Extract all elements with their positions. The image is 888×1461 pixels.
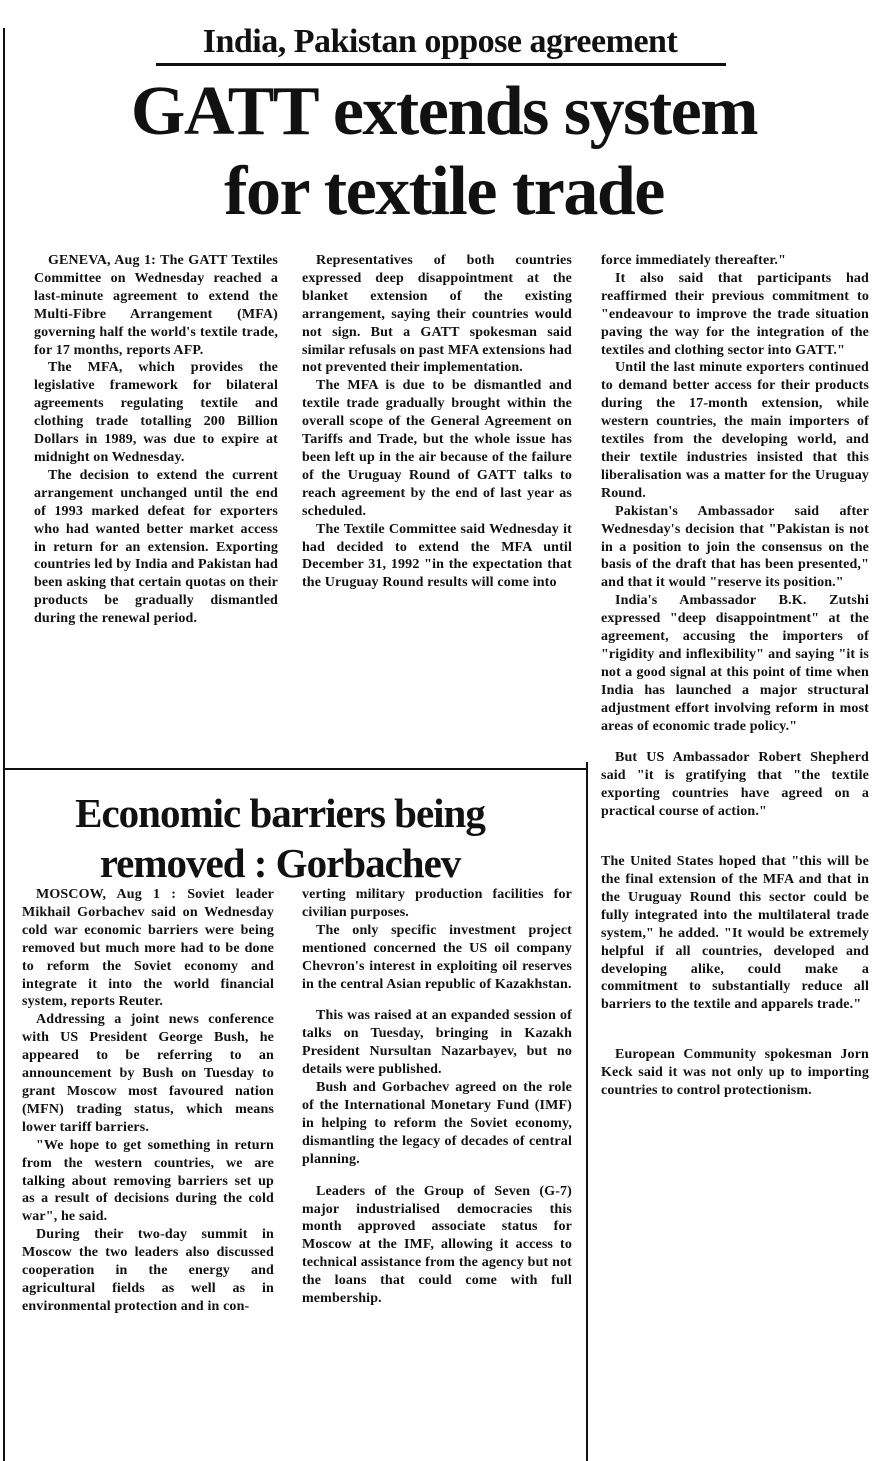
article1-column-2 bbox=[302, 252, 572, 592]
article2-paragraph: Bush and Gorbachev agreed on the role of the International Monetary Fund (IMF) in helping to reform the Soviet economy, dismantling the legacy of decades of central planning. bbox=[302, 1080, 572, 1167]
article1-paragraph: It also said that participants had reaffirmed their previous commitment to "endeavour to improve the trade situation paving the way for the integration of the textiles and clothing sector into GATT." bbox=[601, 270, 869, 358]
article2-paragraph: The only specific investment project mentioned concerned the US oil company Chevron's interest in exploiting oil reserves in the central Asian republic of Kazakhstan. bbox=[302, 922, 572, 992]
article2-paragraph: verting military production facilities for civilian purposes. bbox=[302, 887, 572, 920]
article1-paragraph: Until the last minute exporters continued to demand better access for their products during the 17-month extension, while western countries, the main importers of textiles from the developing world, and their textile industries insisted that this liberalisation was a matter for the Uruguay Round. bbox=[601, 360, 869, 501]
article2-column-1 bbox=[22, 886, 274, 1316]
left-border-rule bbox=[3, 28, 5, 1461]
article2-paragraph: "We hope to get something in return from the western countries, we are talking about removing barriers set up as a result of decisions during the cold war", he said. bbox=[22, 1137, 274, 1225]
article1-headline-line1: GATT extends system bbox=[130, 73, 758, 150]
article2-paragraph: Leaders of the Group of Seven (G-7) major industrialised democracies this month approved associate status for Moscow at the IMF, allowing it access to technical assistance from the agency but not the loans that could come with full membership. bbox=[302, 1183, 572, 1307]
article2-headline-line1: Economic barriers being bbox=[75, 790, 485, 836]
column-separator-rule bbox=[586, 762, 588, 1461]
article2-paragraph: Addressing a joint news conference with US President George Bush, he appeared to be referring to an announcement by Bush on Tuesday to grant Moscow most favoured nation (MFN) trading status, which means lower tariff barriers. bbox=[22, 1012, 274, 1135]
article2-paragraph: MOSCOW, Aug 1 : Soviet leader Mikhail Gorbachev said on Wednesday cold war economic barriers were being removed but much more had to be done to reform the Soviet economy and integrate it into the world financial system, reports Reuter. bbox=[22, 887, 274, 1010]
kicker-underline bbox=[156, 63, 726, 66]
article1-paragraph: Pakistan's Ambassador said after Wednesday's decision that "Pakistan is not in a position to join the consensus on the basis of the draft that has been presented," and that it would "reserve its position." bbox=[601, 503, 869, 591]
article1-paragraph: The MFA, which provides the legislative framework for bilateral agreements regulating textile and clothing trade totalling 200 Billion Dollars in 1989, was due to expire at midnight on Wednesday. bbox=[34, 360, 278, 465]
article1-paragraph: European Community spokesman Jorn Keck said it was not only up to importing countries to control protectionism. bbox=[601, 1047, 869, 1099]
article1-column-3 bbox=[601, 252, 869, 1100]
article1-paragraph: India's Ambassador B.K. Zutshi expressed "deep disappointment" at the agreement, accusing the importers of "rigidity and inflexibility" and saying "it is not a good signal at this point of time when India has launched a major structural adjustment effort involving reform in most areas of economic trade policy." bbox=[601, 593, 869, 734]
article1-paragraph: The Textile Committee said Wednesday it had decided to extend the MFA until December 31, 1992 "in the expectation that the Uruguay Round results will come into bbox=[302, 521, 572, 591]
article2-paragraph: During their two-day summit in Moscow the two leaders also discussed cooperation in the energy and agricultural fields as well as in environmental protection and in con- bbox=[22, 1227, 274, 1314]
article1-paragraph: force immediately thereafter." bbox=[601, 253, 786, 268]
article1-paragraph: GENEVA, Aug 1: The GATT Textiles Committee on Wednesday reached a last-minute agreement to extend the Multi-Fibre Arrangement (MFA) governing half the world's textile trade, for 17 months, reports AFP. bbox=[34, 253, 278, 358]
article1-paragraph: The United States hoped that "this will be the final extension of the MFA and that in the Uruguay Round this sector could be fully integrated into the multilateral trade system," he added. "It would be extremely helpful if all countries, developed and developing alike, could make a commitment to substantially reduce all barriers to the textile and apparels trade." bbox=[601, 854, 869, 1013]
article2-headline-line2: removed : Gorbachev bbox=[99, 840, 461, 886]
article2-paragraph: This was raised at an expanded session of talks on Tuesday, bringing in Kazakh President Nursultan Nazarbayev, but no details were published. bbox=[302, 1008, 572, 1078]
article1-kicker: India, Pakistan oppose agreement bbox=[202, 23, 678, 60]
article1-paragraph: But US Ambassador Robert Shepherd said "it is gratifying that "the textile exporting countries have agreed on a practical course of action." bbox=[601, 750, 869, 820]
article2-headline bbox=[0, 788, 560, 888]
article1-column-1 bbox=[34, 252, 278, 628]
article1-headline bbox=[10, 72, 878, 232]
article1-paragraph: The MFA is due to be dismantled and textile trade gradually brought within the overall scope of the General Agreement on Tariffs and Trade, but the whole issue has been left up in the air because of the failure of the Uruguay Round of GATT talks to reach agreement by the end of last year as scheduled. bbox=[302, 378, 572, 519]
article-separator-rule bbox=[4, 768, 586, 770]
article2-column-2 bbox=[302, 886, 572, 1308]
article1-paragraph: The decision to extend the current arrangement unchanged until the end of 1993 marked defeat for exporters who had wanted better market access in return for an extension. Exporting countries led by India and Pakistan had been asking that certain quotas on their products be gradually dismantled during the renewal period. bbox=[34, 467, 278, 627]
article1-paragraph: Representatives of both countries expressed deep disappointment at the blanket extension of the existing arrangement, saying their countries would not sign. But a GATT spokesman said similar refusals on past MFA extensions had not prevented their implementation. bbox=[302, 253, 572, 376]
article1-headline-line2: for textile trade bbox=[224, 153, 664, 230]
